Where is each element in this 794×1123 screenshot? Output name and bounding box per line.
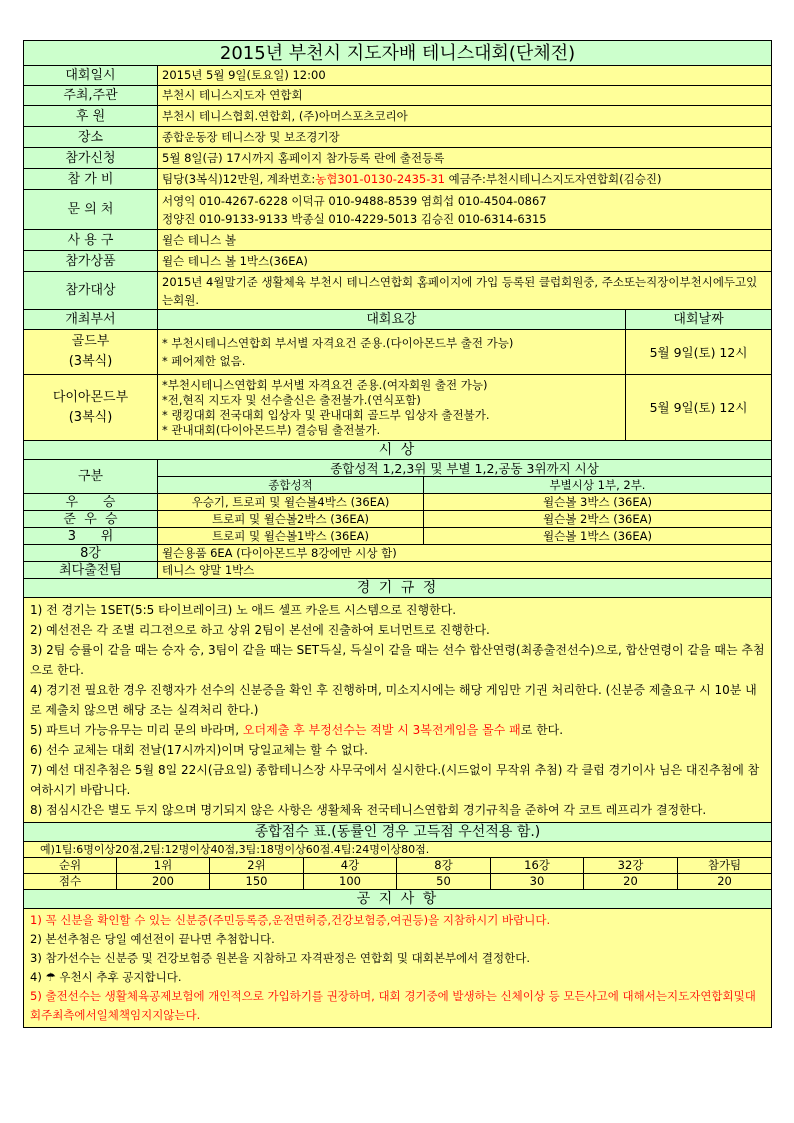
division-name: 골드부 (3복식) [24,330,158,375]
award-rank: 3 위 [24,528,158,545]
info-label: 장소 [24,127,158,148]
award-rank: 준 우 승 [24,511,158,528]
info-label: 참가신청 [24,148,158,169]
score-cell: 30 [491,874,584,890]
rank-cell: 참가팀 [678,858,772,874]
rule-item: 3) 2팀 승률이 같을 때는 승자 승, 3팀이 같을 때는 SET득실, 득실이 같을 때는 선수 합산연령(최종출전선수)으로, 합산연령이 같을 때는 추첨으로 한다. [30,643,765,677]
rank-cell: 1위 [117,858,210,874]
division-rules: * 부천시테니스연합회 부서별 자격요건 준용.(다이아몬드부 출전 가능) * 페어제한 없음. [158,330,626,375]
info-value: 2015년 5월 9일(토요일) 12:00 [158,66,772,86]
notice-section: 공 지 사 항 [24,890,772,909]
score-cell: 20 [584,874,678,890]
award-overall: 트로피 및 윌슨볼2박스 (36EA) [158,511,424,528]
awards-group-label: 구분 [24,460,158,494]
notice-item: 4) ☂ 우천시 추후 공지합니다. [30,970,182,984]
notice-item: 2) 본선추첨은 당일 예선전이 끝나면 추첨합니다. [30,932,275,946]
division-header: 대회요강 [158,310,626,330]
fee-suffix: 예금주:부천시테니스지도자연합회(김승진) [445,171,662,186]
info-value: 5월 8일(금) 17시까지 홈페이지 참가등록 란에 출전등록 [158,148,772,169]
rule-item: 8) 점심시간은 별도 두지 않으며 명기되지 않은 사항은 생활체육 전국테니스연합회 경기규칙을 준하여 각 코트 레프리가 결정한다. [30,803,707,817]
rule-item: 2) 예선전은 각 조별 리그전으로 하고 상위 2팀이 본선에 진출하여 토너먼트로 진행한다. [30,623,490,637]
division-header: 대회날짜 [626,310,772,330]
award-rank: 우 승 [24,494,158,511]
fee-value [158,169,772,190]
rule-warning: 오더제출 후 부정선수는 적발 시 3복전게임을 몰수 패 [242,723,521,737]
rules-section: 경 기 규 정 [24,579,772,598]
info-value: 부천시 테니스지도자 연합회 [158,86,772,106]
score-cell: 150 [210,874,304,890]
notice-table [23,40,772,823]
contact-value [158,190,772,230]
page-title: 2015년 부천시 지도자배 테니스대회(단체전) [24,41,772,66]
rule-item: 5) 파트너 가능유무는 미리 문의 바라며, 오더제출 후 부정선수는 적발 시 3복전게임을 몰수 패로 한다. [30,723,564,737]
fee-prefix: 팀당(3복식)12만원, 계좌번호: [162,171,316,186]
bank-account: 농협301-0130-2435-31 [315,171,445,186]
award-eight-label: 8강 [24,545,158,562]
info-value: 종합운동장 테니스장 및 보조경기장 [158,127,772,148]
score-cell: 200 [117,874,210,890]
rule-item: 4) 경기전 필요한 경우 진행자가 선수의 신분증을 확인 후 진행하며, 미소지시에는 해당 게임만 기권 처리한다. (신분증 제출요구 시 10분 내로 제출치 않으면 해당 조는 실격처리 한다.) [30,683,757,717]
gift-value: 윌슨 테니스 볼 1박스(36EA) [158,251,772,272]
notice-item: 5) 출전선수는 생활체육공제보험에 개인적으로 가입하기를 권장하며, 대회 경기중에 발생하는 신체이상 등 모든사고에 대해서는지도자연합회및대회주최측에서일체책임지지않는다. [30,989,756,1022]
tournament-notice [23,40,771,1028]
score-cell: 20 [678,874,772,890]
rule-item: 6) 선수 교체는 대회 전날(17시까지)이며 당일교체는 할 수 없다. [30,743,368,757]
ball-value: 윌슨 테니스 볼 [158,230,772,251]
score-cell: 50 [397,874,491,890]
award-division: 윌슨볼 2박스 (36EA) [424,511,772,528]
info-label: 후 원 [24,106,158,127]
division-header: 개최부서 [24,310,158,330]
award-most-value: 테니스 양말 1박스 [158,562,772,579]
score-cell: 100 [304,874,397,890]
division-date: 5월 9일(토) 12시 [626,330,772,375]
fee-label: 참 가 비 [24,169,158,190]
score-label: 점수 [24,874,117,890]
division-date: 5월 9일(토) 12시 [626,375,772,441]
notice-item: 1) 꼭 신분을 확인할 수 있는 신분증(주민등록증,운전면허증,건강보험증,여권등)을 지참하시기 바랍니다. [30,913,551,927]
info-label: 주최,주관 [24,86,158,106]
awards-col-division: 부별시상 1부, 2부. [424,477,772,494]
award-division: 윌슨볼 1박스 (36EA) [424,528,772,545]
awards-caption: 종합성적 1,2,3위 및 부별 1,2,공동 3위까지 시상 [158,460,772,477]
award-most-label: 최다출전팀 [24,562,158,579]
award-overall: 우승기, 트로피 및 윌슨볼4박스 (36EA) [158,494,424,511]
gift-label: 참가상품 [24,251,158,272]
eligibility-label: 참가대상 [24,272,158,310]
division-name: 다이아몬드부 (3복식) [24,375,158,441]
score-example: 예)1팀:6명이상20점,2팀:12명이상40점,3팀:18명이상60점.4팀:24명이상80점. [24,842,772,858]
rank-cell: 32강 [584,858,678,874]
award-division: 윌슨볼 3박스 (36EA) [424,494,772,511]
info-label: 대회일시 [24,66,158,86]
score-table [23,823,772,1028]
rank-label: 순위 [24,858,117,874]
notice-item: 3) 참가선수는 신분증 및 건강보험증 원본을 지참하고 자격판정은 연합회 및 대회본부에서 결정한다. [30,951,531,965]
info-value: 부천시 테니스협회.연합회, (주)아머스포츠코리아 [158,106,772,127]
contact-line: 서영익 010-4267-6228 이덕규 010-9488-8539 염희섭 010-4504-0867 [162,193,547,208]
rule-item: 1) 전 경기는 1SET(5:5 타이브레이크) 노 애드 셀프 카운트 시스템으로 진행한다. [30,603,457,617]
award-overall: 트로피 및 윌슨볼1박스 (36EA) [158,528,424,545]
award-eight-value: 윌슨용품 6EA (다이아몬드부 8강에만 시상 함) [158,545,772,562]
awards-col-overall: 종합성적 [158,477,424,494]
rank-cell: 8강 [397,858,491,874]
awards-section: 시 상 [24,441,772,460]
rules-list [24,598,772,823]
rule-item: 7) 예선 대진추첨은 5월 8일 22시(금요일) 종합테니스장 사무국에서 실시한다.(시드없이 무작위 추첨) 각 클럽 경기이사 님은 대진추첨에 참여하시기 바랍니다. [30,763,760,797]
contact-label: 문 의 처 [24,190,158,230]
rank-cell: 4강 [304,858,397,874]
rank-cell: 2위 [210,858,304,874]
division-rules: *부천시테니스연합회 부서별 자격요건 준용.(여자회원 출전 가능) *전,현직 지도자 및 선수출신은 출전불가.(연식포함) * 랭킹대회 전국대회 입상자 및 관내대회 골드부 입상자 출전불가. * 관내대회(다이아몬드부) 결승팀 출전불가. [158,375,626,441]
notice-list [24,909,772,1028]
score-section: 종합점수 표.(동률인 경우 고득점 우선적용 함.) [24,823,772,842]
ball-label: 사 용 구 [24,230,158,251]
contact-line: 정양진 010-9133-9133 박종실 010-4229-5013 김승진 010-6314-6315 [162,211,547,226]
eligibility-value: 2015년 4월말기준 생활체육 부천시 테니스연합회 홈페이지에 가입 등록된 클럽회원중, 주소또는직장이부천시에두고있는회원. [158,272,772,310]
rank-cell: 16강 [491,858,584,874]
